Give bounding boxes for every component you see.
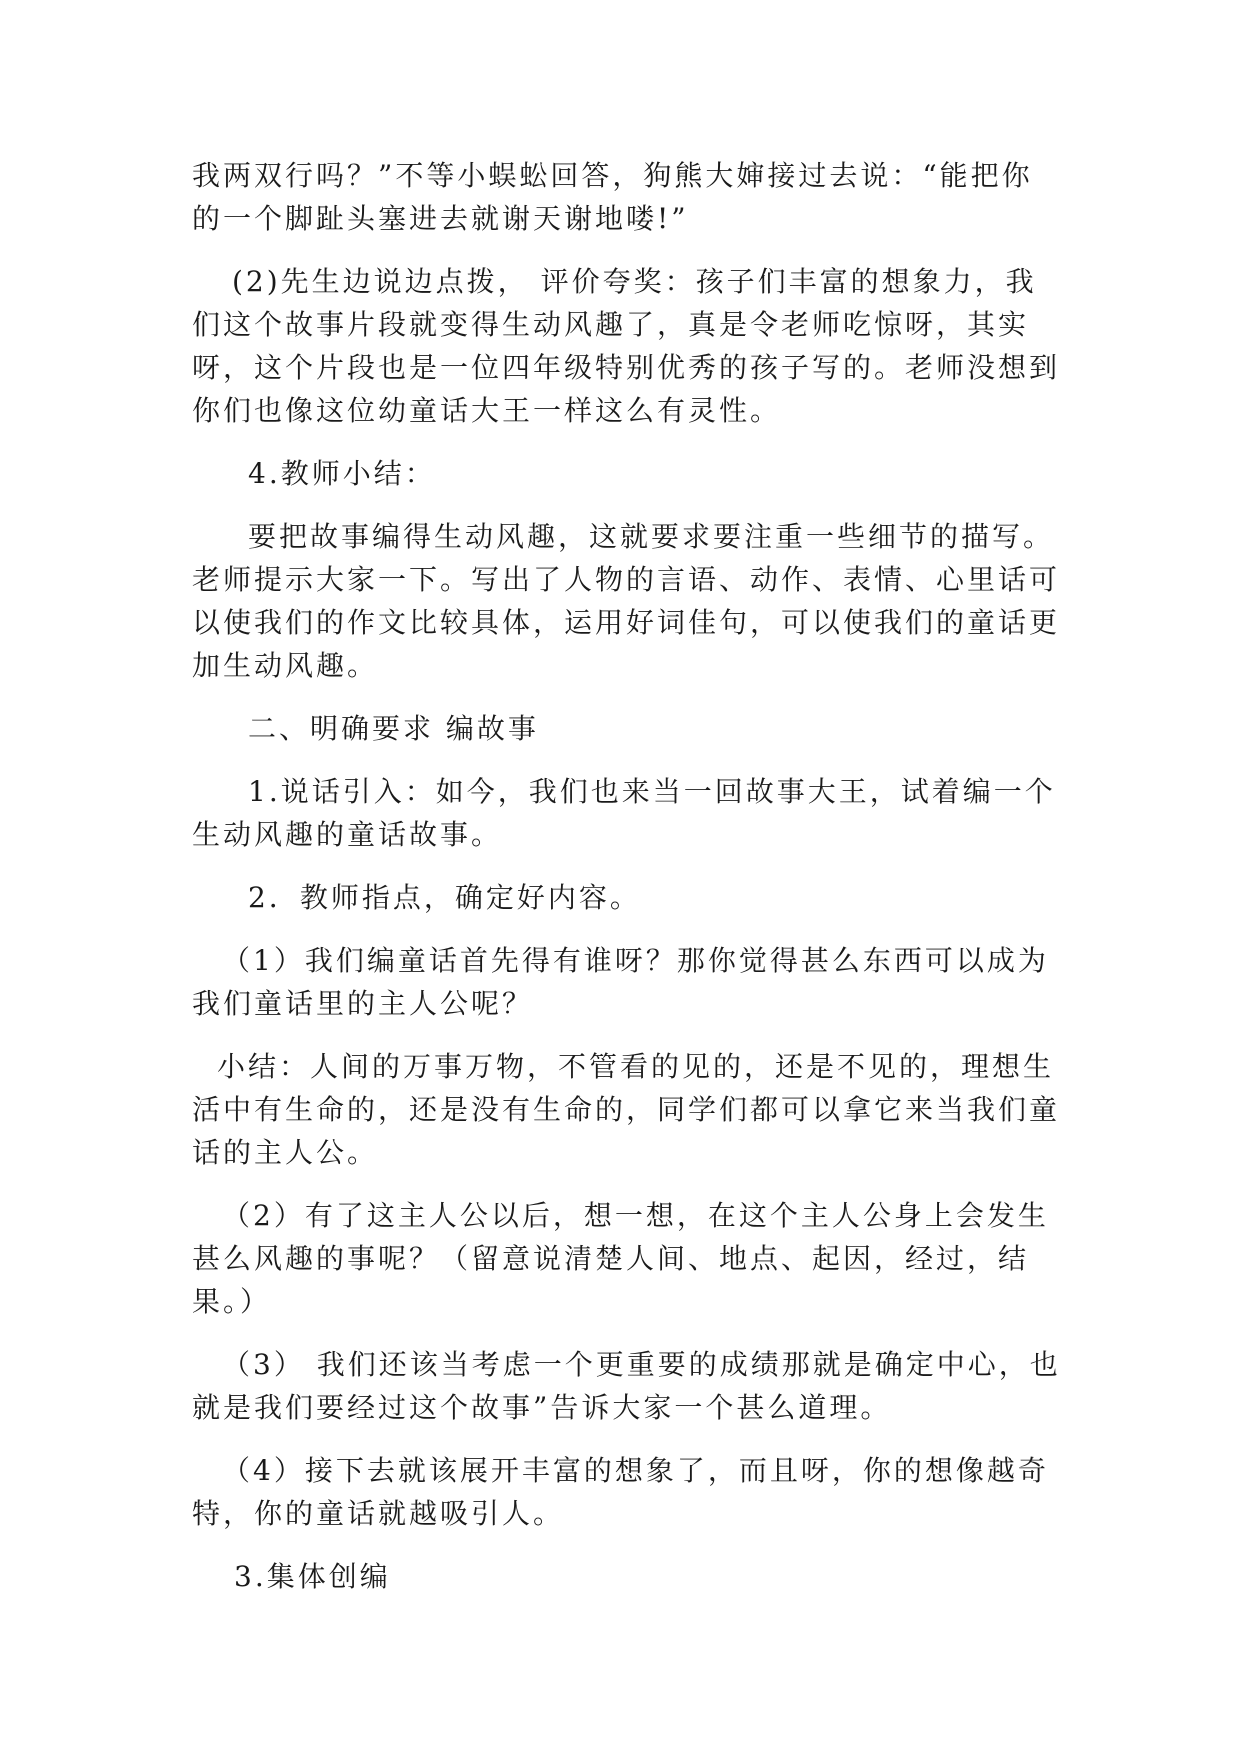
paragraph-teacher-commentary: (2)先生边说边点拨， 评价夸奖：孩子们丰富的想象力，我们这个故事片段就变得生动风趣了，真是令老师吃惊呀，其实呀，这个片段也是一位四年级特别优秀的孩子写的。老师没想到你们也像这位幼童话大王一样这么有灵性。 (192, 265, 1061, 427)
paragraph-continuation: 我两双行吗？”不等小蜈蚣回答，狗熊大婶接过去说：“能把你的一个脚趾头塞进去就谢天谢地喽!” (192, 159, 1033, 235)
heading-teacher-summary: 4.教师小结： (248, 457, 436, 490)
paragraph-mini-summary: 小结：人间的万事万物，不管看的见的，还是不见的，理想生活中有生命的，还是没有生命的，同学们都可以拿它来当我们童话的主人公。 (192, 1050, 1061, 1169)
paragraph-intro: 1.说话引入：如今，我们也来当一回故事大王，试着编一个生动风趣的童话故事。 (192, 775, 1056, 851)
paragraph-summary-text: 要把故事编得生动风趣，这就要求要注重一些细节的描写。老师提示大家一下。写出了人物的言语、动作、表情、心里话可以使我们的作文比较具体，运用好词佳句，可以使我们的童话更加生动风趣。 (192, 520, 1061, 682)
paragraph-item-2: （2）有了这主人公以后，想一想，在这个主人公身上会发生甚么风趣的事呢？（留意说清楚人间、地点、起因，经过，结果。） (192, 1199, 1049, 1318)
document-body (192, 154, 1062, 1618)
heading-section-two: 二、明确要求 编故事 (248, 712, 539, 745)
paragraph-teacher-guidance: 2．教师指点，确定好内容。 (248, 881, 641, 914)
paragraph-item-4: （4）接下去就该展开丰富的想象了，而且呀，你的想像越奇特，你的童话就越吸引人。 (192, 1454, 1049, 1530)
paragraph-item-3: （3） 我们还该当考虑一个更重要的成绩那就是确定中心，也就是我们要经过这个故事”告诉大家一个甚么道理。 (192, 1348, 1061, 1424)
paragraph-item-1: （1）我们编童话首先得有谁呀？那你觉得甚么东西可以成为我们童话里的主人公呢？ (192, 944, 1049, 1020)
heading-group-creation: 3.集体创编 (234, 1560, 391, 1593)
